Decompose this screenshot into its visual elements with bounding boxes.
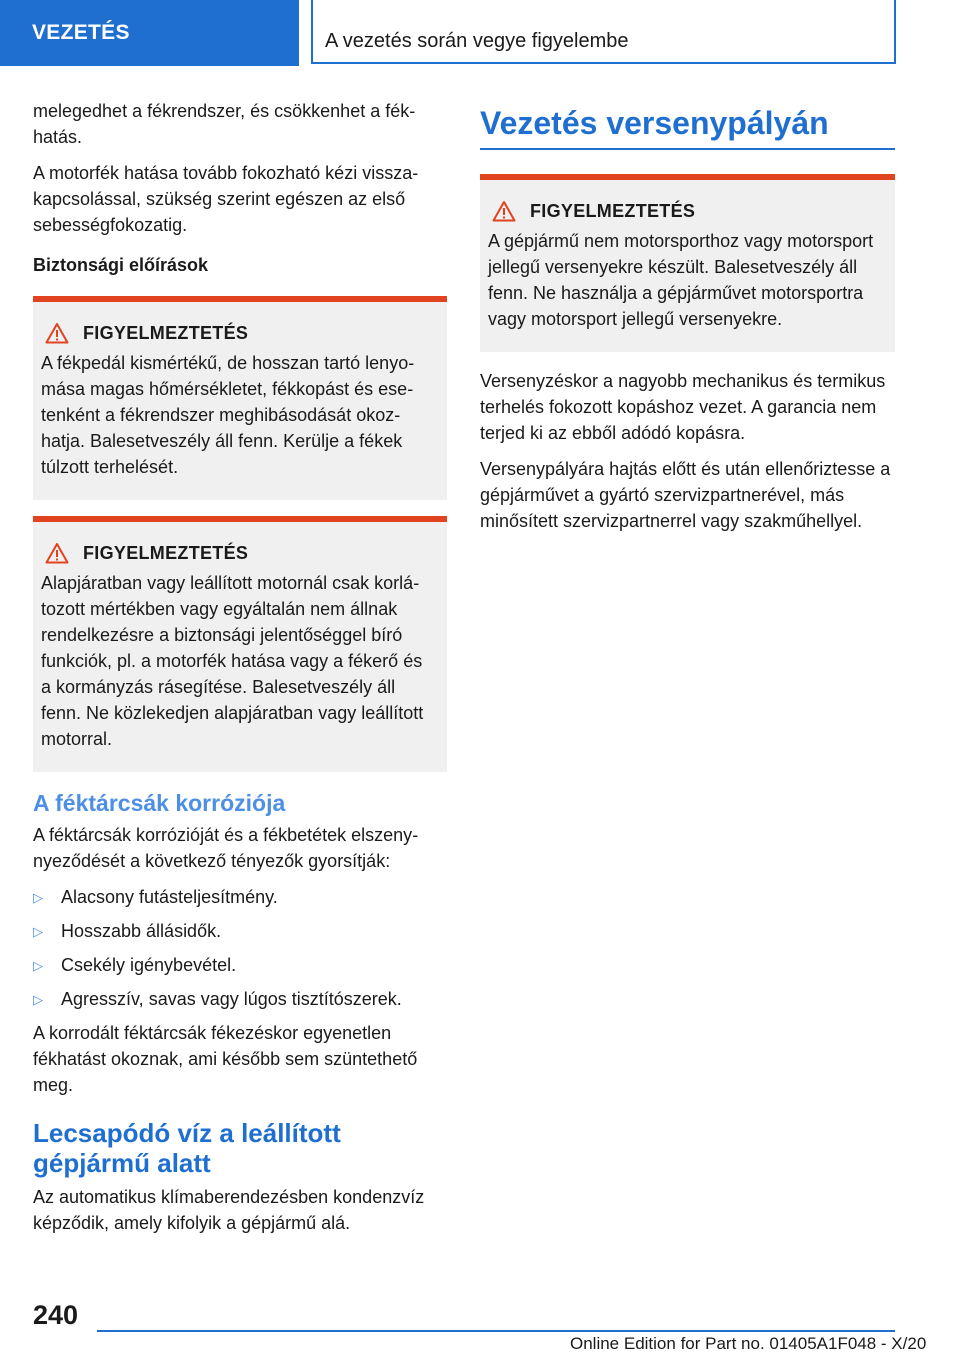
list-item: ▷ Agresszív, savas vagy lúgos tisztítószerek.	[33, 986, 447, 1013]
triangle-right-icon: ▷	[33, 992, 43, 1007]
paragraph: A korrodált féktárcsák fékezéskor egyenetlen fékhatást okoznak, ami később sem szüntethető meg.	[33, 1023, 418, 1095]
list-item: ▷ Hosszabb állásidők.	[33, 918, 447, 945]
warning-title	[41, 540, 435, 566]
list-item: ▷ Alacsony futásteljesítmény.	[33, 884, 447, 911]
warning-text: A gépjármű nem motorsporthoz vagy motorsport jellegű versenyekre készült. Balesetveszély áll fenn. Ne használja a gépjárművet motorsportra vagy motorsport jellegű versenyekre.	[488, 231, 874, 329]
warning-triangle-icon	[45, 322, 69, 344]
safety-heading: Biztonsági előírások	[33, 255, 209, 275]
warning-label: FIGYELMEZTETÉS	[530, 201, 696, 221]
footer-divider	[97, 1330, 895, 1332]
footer-edition: Online Edition for Part no. 01405A1F048 - X/20	[570, 1334, 927, 1353]
list-item: ▷ Csekély igénybevétel.	[33, 952, 447, 979]
warning-box	[33, 516, 447, 772]
paragraph: Versenyzéskor a nagyobb mechanikus és termikus terhelés fokozott kopáshoz vezet. A garancia nem terjed ki az ebből adódó kopásra.	[480, 371, 886, 443]
condensate-heading: Lecsapódó víz a leállított gépjármű alatt	[33, 1118, 341, 1178]
left-column	[33, 98, 447, 1246]
paragraph: A motorfék hatása tovább fokozható kézi visszakapcsolással, szükség szerint egészen az első sebességfokozatig.	[33, 163, 419, 235]
triangle-right-icon: ▷	[33, 890, 43, 905]
paragraph: A féktárcsák korrózióját és a fékbetétek elszenynyeződését a következő tényezők gyorsítják:	[33, 825, 419, 871]
paragraph: Az automatikus klímaberendezésben kondenzvíz képződik, amely kifolyik a gépjármű alá.	[33, 1187, 425, 1233]
paragraph: Versenypályára hajtás előtt és után ellenőriztesse a gépjárművet a gyártó szervizpartnerével, más minősített szervizpartnerrel vagy szakműhellyel.	[480, 459, 891, 531]
warning-text: A fékpedál kismértékű, de hosszan tartó lenyomása magas hőmérsékletet, fékkopást és esetenként a fékrendszer meghibásodását okozhatja. Balesetveszély áll fenn. Kerülje a fékek túlzott terhelését.	[41, 353, 415, 477]
race-heading: Vezetés versenypályán	[480, 98, 895, 150]
warning-label: FIGYELMEZTETÉS	[83, 323, 249, 343]
warning-triangle-icon	[45, 542, 69, 564]
right-column	[480, 98, 895, 544]
warning-box	[33, 296, 447, 500]
warning-title	[41, 320, 435, 346]
triangle-right-icon: ▷	[33, 924, 43, 939]
page-number: 240	[33, 1300, 79, 1330]
warning-title	[488, 198, 883, 224]
warning-box	[480, 174, 895, 352]
corrosion-heading: A féktárcsák korróziója	[33, 790, 286, 816]
warning-text: Alapjáratban vagy leállított motornál csak korlátozott mértékben vagy egyáltalán nem állnak rendelkezésre a biztonsági jelentőséggel bíró funkciók, pl. a motorfék hatása vagy a fékerő és a kormányzás rásegítése. Balesetveszély áll fenn. Ne közlekedjen alapjáratban vagy leállított motorral.	[41, 573, 424, 749]
warning-triangle-icon	[492, 200, 516, 222]
corrosion-list	[33, 884, 447, 1013]
triangle-right-icon: ▷	[33, 958, 43, 973]
warning-label: FIGYELMEZTETÉS	[83, 543, 249, 563]
paragraph: melegedhet a fékrendszer, és csökkenhet a fékhatás.	[33, 101, 416, 147]
section-tab: VEZETÉS	[0, 0, 299, 66]
page-header-title: A vezetés során vegye figyelembe	[311, 0, 896, 64]
